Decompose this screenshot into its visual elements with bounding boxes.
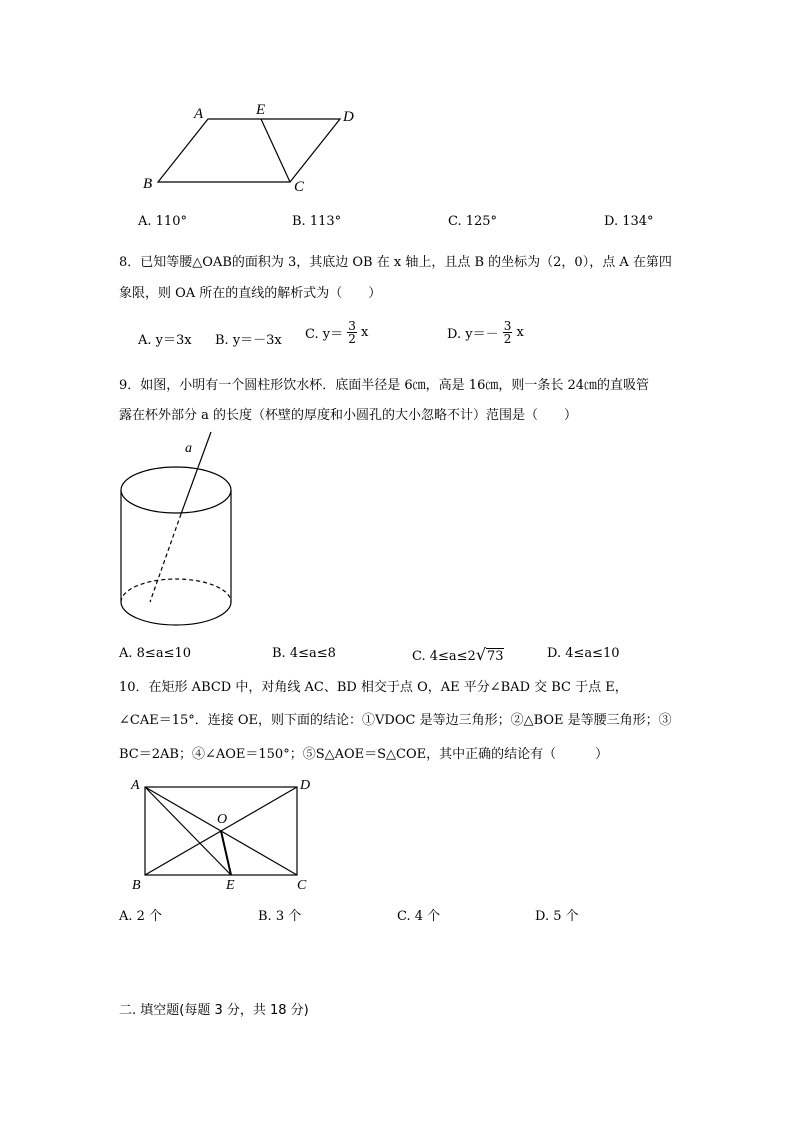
label-A: A [131, 778, 140, 793]
q9-question-line1: 9．如图，小明有一个圆柱形饮水杯．底面半径是 6㎝，高是 16㎝，则一条长 24㎝的直吸管 [119, 378, 650, 393]
sqrt-icon: √ [475, 645, 487, 664]
label-B: B [132, 878, 141, 893]
q7-option-b[interactable]: B. 113° [292, 214, 342, 229]
fraction-denominator: 2 [503, 332, 512, 346]
q8-option-c-prefix: C. y＝ [305, 327, 344, 342]
q7-option-a[interactable]: A. 110° [138, 214, 187, 229]
label-C: C [297, 878, 307, 893]
q10-option-a[interactable]: A. 2 个 [119, 909, 163, 924]
q9-question-line2: 露在杯外部分 a 的长度（杯壁的厚度和小圆孔的大小忽略不计）范围是（ ） [119, 408, 578, 423]
label-A: A [194, 106, 204, 122]
q8-option-c-suffix: x [361, 325, 369, 340]
q8-option-b[interactable]: B. y＝－3x [215, 333, 282, 348]
label-O: O [217, 812, 228, 827]
q9-option-b[interactable]: B. 4≤a≤8 [272, 646, 336, 661]
q8-option-d-suffix: x [516, 325, 524, 340]
q9-option-a[interactable]: A. 8≤a≤10 [119, 646, 192, 661]
fraction-numerator: 3 [348, 319, 356, 333]
q9-option-d[interactable]: D. 4≤a≤10 [547, 646, 620, 661]
label-E: E [256, 102, 266, 118]
q8-option-d-prefix: D. y＝－ [447, 327, 499, 342]
fraction-denominator: 2 [348, 332, 356, 346]
label-C: C [294, 179, 305, 195]
q9-option-c-prefix: C. 4≤a≤2 [412, 649, 476, 664]
label-E: E [226, 878, 235, 893]
fraction-numerator: 3 [503, 319, 512, 333]
label-a: a [185, 441, 192, 456]
q10-option-b[interactable]: B. 3 个 [258, 909, 302, 924]
q8-option-a[interactable]: A. y＝3x [138, 333, 192, 348]
label-D: D [343, 109, 354, 125]
q8-question-line2: 象限，则 OA 所在的直线的解析式为（ ） [119, 286, 382, 301]
q10-question-line1: 10．在矩形 ABCD 中，对角线 AC、BD 相交于点 O，AE 平分∠BAD 交 BC 于点 E， [119, 680, 628, 695]
q7-option-c[interactable]: C. 125° [448, 214, 498, 229]
radicand: 73 [487, 649, 504, 664]
q10-question-line2: ∠CAE＝15°．连接 OE，则下面的结论：①VDOC 是等边三角形；②△BOE 是等腰三角形；③ [119, 713, 672, 728]
label-D: D [300, 778, 311, 793]
q7-option-d[interactable]: D. 134° [604, 214, 654, 229]
q10-option-d[interactable]: D. 5 个 [535, 909, 579, 924]
q10-question-line3: BC＝2AB；④∠AOE＝150°；⑤S△AOE＝S△COE，其中正确的结论有（ ） [119, 747, 609, 762]
q8-question-line1: 8．已知等腰△OAB的面积为 3，其底边 OB 在 x 轴上，且点 B 的坐标为（2，0），点 A 在第四 [119, 255, 672, 270]
section-heading: 二. 填空题(每题 3 分，共 18 分) [119, 1003, 309, 1018]
q10-option-c[interactable]: C. 4 个 [397, 909, 441, 924]
label-B: B [143, 176, 153, 192]
